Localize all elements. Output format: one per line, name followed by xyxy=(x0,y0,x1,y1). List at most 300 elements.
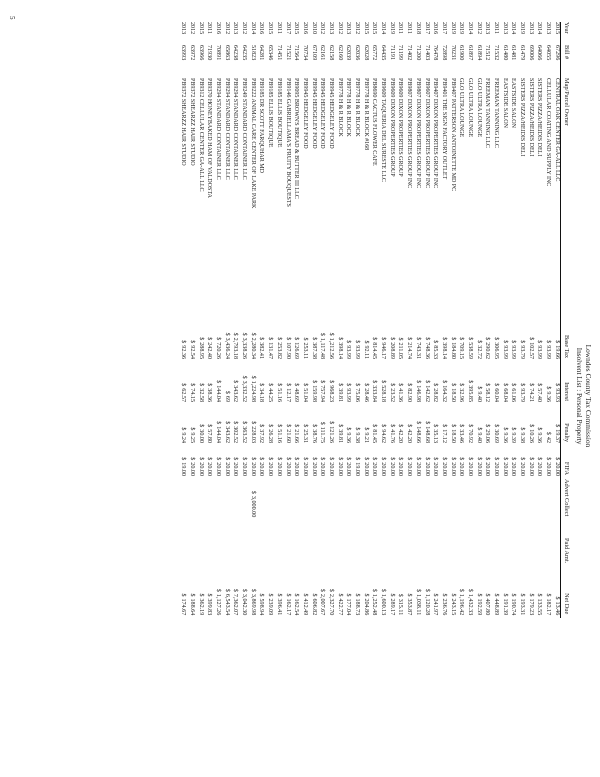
table-row xyxy=(491,22,500,618)
cell-net-due xyxy=(378,567,387,618)
cell-base-tax-value: 102.57 xyxy=(527,342,534,359)
dollar-sign: $ xyxy=(553,457,560,461)
dollar-sign: $ xyxy=(180,383,187,387)
dollar-sign: $ xyxy=(319,421,326,425)
cell-penalty xyxy=(387,405,396,446)
cell-paid-amt xyxy=(239,520,248,567)
dollar-sign: $ xyxy=(267,593,274,597)
cell-net-due xyxy=(230,567,239,618)
cell-paid-amt xyxy=(543,520,552,567)
cell-base-tax xyxy=(256,313,265,362)
dollar-sign: $ xyxy=(440,424,447,428)
cell-penalty-value: 26.28 xyxy=(267,429,274,443)
cell-base-tax-value: 126.69 xyxy=(293,342,300,359)
page-title xyxy=(574,296,592,496)
dollar-sign: $ xyxy=(345,593,352,597)
dollar-sign: $ xyxy=(180,457,187,461)
cell-bill-number: 64235 xyxy=(241,45,248,61)
cell-net-due xyxy=(326,567,335,618)
cell-base-tax xyxy=(500,313,509,362)
dollar-sign: $ xyxy=(249,588,256,592)
dollar-sign: $ xyxy=(501,383,508,387)
cell-fifa-value: 20.00 xyxy=(414,462,421,476)
dollar-sign: $ xyxy=(510,593,517,597)
cell-bill-number: 70231 xyxy=(449,45,456,61)
dollar-sign: $ xyxy=(327,457,334,461)
cell-penalty-value: 9.38 xyxy=(354,432,361,443)
cell-penalty-value: 94.62 xyxy=(380,429,387,443)
cell-advert-collect xyxy=(543,479,552,520)
cell-bill-number: 71200 xyxy=(414,45,421,61)
dollar-sign: $ xyxy=(336,457,343,461)
cell-net-due-value: 188.64 xyxy=(188,598,195,616)
dollar-sign: $ xyxy=(380,337,387,341)
dollar-sign: $ xyxy=(188,593,195,597)
cell-owner: PB9372 SHEARZZ HAIR STUDIO xyxy=(188,78,195,166)
cell-base-tax xyxy=(395,313,404,362)
cell-advert-collect xyxy=(230,479,239,520)
cell-penalty xyxy=(222,405,231,446)
table-row xyxy=(308,22,317,618)
cell-base-tax-value: 208.89 xyxy=(388,342,395,359)
cell-fifa xyxy=(326,446,335,479)
dollar-sign: $ xyxy=(484,337,491,341)
dollar-sign: $ xyxy=(362,427,369,431)
cell-owner: PB9312 CELLULAR CENTER GA-ALL LLC xyxy=(197,78,204,192)
cell-penalty xyxy=(326,405,335,446)
dollar-sign: $ xyxy=(388,337,395,341)
table-row xyxy=(361,22,370,618)
cell-base-tax-value: 214.74 xyxy=(406,342,413,359)
dollar-sign: $ xyxy=(197,337,204,341)
dollar-sign: $ xyxy=(475,593,482,597)
cell-penalty-value: 25.31 xyxy=(301,429,308,443)
dollar-sign: $ xyxy=(354,340,361,344)
cell-fifa-value: 20.00 xyxy=(284,462,291,476)
dollar-sign: $ xyxy=(432,424,439,428)
cell-fifa xyxy=(395,446,404,479)
cell-penalty xyxy=(343,405,352,446)
table-row xyxy=(291,22,300,618)
cell-net-due xyxy=(395,567,404,618)
cell-interest-value: 28.46 xyxy=(362,388,369,402)
dollar-sign: $ xyxy=(475,340,482,344)
dollar-sign: $ xyxy=(536,340,543,344)
dollar-sign: $ xyxy=(545,386,552,390)
dollar-sign: $ xyxy=(319,332,326,336)
dollar-sign: $ xyxy=(466,337,473,341)
cell-interest xyxy=(421,362,430,405)
dollar-sign: $ xyxy=(510,457,517,461)
cell-base-tax xyxy=(526,313,535,362)
cell-net-due-value: 236.76 xyxy=(440,598,447,616)
cell-year: 2012 xyxy=(319,22,326,35)
cell-paid-amt xyxy=(421,520,430,567)
dollar-sign: $ xyxy=(527,383,534,387)
dollar-sign: $ xyxy=(553,424,560,428)
cell-net-due-value: 162.54 xyxy=(293,598,300,616)
dollar-sign: $ xyxy=(493,337,500,341)
cell-fifa xyxy=(387,446,396,479)
cell-penalty-value: 9.36 xyxy=(345,432,352,443)
dollar-sign: $ xyxy=(510,383,517,387)
cell-net-due xyxy=(534,567,543,618)
cell-year: 2012 xyxy=(223,22,230,35)
dollar-sign: $ xyxy=(206,383,213,387)
col-interest: Interest xyxy=(561,362,570,405)
cell-penalty xyxy=(465,405,474,446)
cell-interest-value: 23.52 xyxy=(388,388,395,402)
cell-owner: PB9185 ELLIS BOUTIQUE xyxy=(267,78,274,148)
cell-year: 2013 xyxy=(484,22,491,35)
cell-year: 2014 xyxy=(380,22,387,35)
dollar-sign: $ xyxy=(493,424,500,428)
cell-advert-collect xyxy=(274,479,283,520)
cell-interest-value: 18.50 xyxy=(449,388,456,402)
dollar-sign: $ xyxy=(267,424,274,428)
dollar-sign: $ xyxy=(188,427,195,431)
dollar-sign: $ xyxy=(501,340,508,344)
cell-bill-number: 72898 xyxy=(440,45,447,61)
cell-advert-collect xyxy=(222,479,231,520)
cell-fifa xyxy=(456,446,465,479)
cell-paid-amt xyxy=(413,520,422,567)
cell-owner: GLO ULTRA LOUNGE xyxy=(458,78,465,138)
cell-fifa xyxy=(552,446,561,479)
dollar-sign: $ xyxy=(301,383,308,387)
cell-base-tax xyxy=(465,313,474,362)
cell-fifa-value: 20.00 xyxy=(388,462,395,476)
cell-fifa xyxy=(508,446,517,479)
cell-paid-amt xyxy=(482,520,491,567)
cell-fifa-value: 20.00 xyxy=(458,462,465,476)
cell-base-tax xyxy=(335,313,344,362)
cell-fifa-value: 19.00 xyxy=(180,462,187,476)
cell-net-due-value: 399.83 xyxy=(206,598,213,616)
cell-advert-collect xyxy=(482,479,491,520)
dollar-sign: $ xyxy=(232,421,239,425)
table-row xyxy=(274,22,283,618)
dollar-sign: $ xyxy=(440,593,447,597)
cell-fifa xyxy=(282,446,291,479)
cell-bill-number: 67109 xyxy=(310,45,317,61)
cell-owner: FREEMAN TANNING LLC xyxy=(484,78,491,148)
cell-advert-collect xyxy=(300,479,309,520)
cell-owner: GLO ULTRA LOUNGE xyxy=(475,78,482,138)
cell-year: 2012 xyxy=(188,22,195,35)
cell-interest-value: 1,224.98 xyxy=(249,380,256,402)
cell-net-due xyxy=(308,567,317,618)
cell-fifa-value: 19.00 xyxy=(354,462,361,476)
cell-penalty xyxy=(196,405,205,446)
dollar-sign: $ xyxy=(197,424,204,428)
cell-interest xyxy=(500,362,509,405)
cell-interest-value: 164.32 xyxy=(440,385,447,402)
dollar-sign: $ xyxy=(553,383,560,387)
dollar-sign: $ xyxy=(475,386,482,390)
dollar-sign: $ xyxy=(388,383,395,387)
dollar-sign: $ xyxy=(458,337,465,341)
cell-interest-value: 60.04 xyxy=(493,388,500,402)
cell-net-due xyxy=(256,567,265,618)
dollar-sign: $ xyxy=(484,383,491,387)
cell-advert-collect xyxy=(421,479,430,520)
dollar-sign: $ xyxy=(275,337,282,341)
cell-net-due xyxy=(500,567,509,618)
cell-interest xyxy=(456,362,465,405)
cell-owner: PB9609 DIXON PROPERTIES GROUP xyxy=(388,78,395,177)
cell-interest-value: 51.16 xyxy=(275,388,282,402)
dollar-sign: $ xyxy=(519,340,526,344)
cell-interest-value: 74.21 xyxy=(527,388,534,402)
dollar-sign: $ xyxy=(519,383,526,387)
cell-fifa xyxy=(343,446,352,479)
cell-base-tax xyxy=(413,313,422,362)
cell-penalty xyxy=(282,405,291,446)
cell-net-due-value: 239.09 xyxy=(267,598,274,616)
dollar-sign: $ xyxy=(388,424,395,428)
dollar-sign: $ xyxy=(206,593,213,597)
cell-base-tax xyxy=(352,313,361,362)
table-row xyxy=(369,22,378,618)
cell-net-due-value: 192.59 xyxy=(475,598,482,616)
cell-interest-value: 28.82 xyxy=(432,388,439,402)
cell-penalty-value: 41.76 xyxy=(388,429,395,443)
cell-net-due-value: 133.55 xyxy=(536,598,543,616)
dollar-sign: $ xyxy=(414,380,421,384)
cell-base-tax-value: 19.66 xyxy=(553,345,560,359)
dollar-sign: $ xyxy=(354,427,361,431)
cell-net-due xyxy=(387,567,396,618)
cell-paid-amt xyxy=(387,520,396,567)
cell-base-tax-value: 709.15 xyxy=(458,342,465,359)
cell-owner: PB9609 DIXON PROPERTIES GROUP xyxy=(397,78,404,177)
cell-paid-amt xyxy=(196,520,205,567)
cell-interest xyxy=(335,362,344,405)
dollar-sign: $ xyxy=(440,380,447,384)
cell-advert-collect xyxy=(178,479,187,520)
cell-year: 2019 xyxy=(458,22,465,35)
cell-interest xyxy=(317,362,326,405)
cell-year: 2013 xyxy=(545,22,552,35)
table-row xyxy=(552,22,561,618)
cell-bill-number: 64055 xyxy=(545,45,552,61)
cell-bill-number: 71564 xyxy=(293,45,300,61)
cell-base-tax-value: 211.05 xyxy=(397,342,404,359)
cell-penalty xyxy=(404,405,413,446)
cell-owner: PB9249 STANDARD CONTAINER LLC xyxy=(241,78,248,180)
cell-bill-number: 69006 xyxy=(527,45,534,61)
cell-penalty xyxy=(378,405,387,446)
title-line-1: Lowndes County Tax Commission xyxy=(584,344,592,448)
cell-year: 2016 xyxy=(258,22,265,35)
cell-paid-amt xyxy=(378,520,387,567)
cell-penalty xyxy=(474,405,483,446)
dollar-sign: $ xyxy=(380,588,387,592)
dollar-sign: $ xyxy=(414,457,421,461)
cell-year: 2015 xyxy=(197,22,204,35)
cell-penalty xyxy=(187,405,196,446)
cell-net-due-value: 6,543.54 xyxy=(223,593,230,616)
cell-year: 2014 xyxy=(249,22,256,35)
cell-year: 2016 xyxy=(432,22,439,35)
cell-paid-amt xyxy=(447,520,456,567)
cell-paid-amt xyxy=(213,520,222,567)
cell-advert-collect xyxy=(534,479,543,520)
cell-base-tax xyxy=(204,313,213,362)
cell-advert-collect xyxy=(430,479,439,520)
cell-bill-number: 71512 xyxy=(484,45,491,61)
cell-bill-number: 61894 xyxy=(475,45,482,61)
cell-interest xyxy=(256,362,265,405)
cell-penalty-value: 17.12 xyxy=(440,429,447,443)
cell-advert-collect xyxy=(474,479,483,520)
cell-paid-amt xyxy=(187,520,196,567)
cell-advert-collect xyxy=(256,479,265,520)
cell-advert-collect xyxy=(387,479,396,520)
cell-paid-amt xyxy=(552,520,561,567)
dollar-sign: $ xyxy=(310,380,317,384)
cell-interest-value: 144.04 xyxy=(215,385,222,402)
cell-year: 2012 xyxy=(336,22,343,35)
cell-net-due-value: 193.31 xyxy=(519,598,526,616)
dollar-sign: $ xyxy=(215,588,222,592)
cell-advert-collect xyxy=(378,479,387,520)
cell-interest-value: 61.06 xyxy=(510,388,517,402)
dollar-sign: $ xyxy=(527,593,534,597)
dollar-sign: $ xyxy=(223,332,230,336)
cell-base-tax xyxy=(178,313,187,362)
insolvent-list-table xyxy=(178,22,570,618)
cell-fifa-value: 20.00 xyxy=(206,462,213,476)
dollar-sign: $ xyxy=(458,457,465,461)
cell-owner: PB9294 STANDARD CONTAINER LLC xyxy=(232,78,239,180)
table-row xyxy=(282,22,291,618)
cell-base-tax xyxy=(369,313,378,362)
cell-net-due xyxy=(361,567,370,618)
dollar-sign: $ xyxy=(327,332,334,336)
cell-net-due xyxy=(491,567,500,618)
dollar-sign: $ xyxy=(241,332,248,336)
cell-base-tax xyxy=(239,313,248,362)
dollar-sign: $ xyxy=(397,457,404,461)
cell-bill-number: 62039 xyxy=(345,45,352,61)
cell-base-tax xyxy=(291,313,300,362)
cell-net-due-value: 7,362.07 xyxy=(232,593,239,616)
cell-penalty-value: 30.00 xyxy=(197,429,204,443)
cell-owner: PB9146 GABRIELLAMA'S FRUITY BOUQUESTS xyxy=(284,78,291,207)
col-paid-amt: Paid Amt. xyxy=(561,520,570,567)
cell-net-due-value: 190.74 xyxy=(510,598,517,616)
cell-base-tax-value: 748.36 xyxy=(423,342,430,359)
cell-base-tax-value: 2,793.18 xyxy=(232,337,239,359)
dollar-sign: $ xyxy=(484,424,491,428)
cell-net-due xyxy=(196,567,205,618)
cell-owner: PB9294 STANDARD CONTAINER LLC xyxy=(223,78,230,180)
cell-penalty-value: 10.26 xyxy=(527,429,534,443)
cell-owner: SISTERS PIZZA/HEIDIS DELI xyxy=(536,78,543,157)
dollar-sign: $ xyxy=(310,457,317,461)
cell-net-due xyxy=(508,567,517,618)
dollar-sign: $ xyxy=(553,340,560,344)
cell-net-due-value: 2,327.70 xyxy=(327,593,334,616)
dollar-sign: $ xyxy=(249,375,256,379)
cell-net-due-value: 3,869.98 xyxy=(249,593,256,616)
cell-interest-value: 68.04 xyxy=(501,388,508,402)
dollar-sign: $ xyxy=(362,457,369,461)
cell-bill-number: 63972 xyxy=(188,45,195,61)
dollar-sign: $ xyxy=(371,457,378,461)
cell-penalty xyxy=(413,405,422,446)
dollar-sign: $ xyxy=(388,457,395,461)
dollar-sign: $ xyxy=(336,424,343,428)
cell-base-tax-value: 538.59 xyxy=(466,342,473,359)
cell-fifa-value: 20.00 xyxy=(440,462,447,476)
cell-interest xyxy=(291,362,300,405)
cell-paid-amt xyxy=(291,520,300,567)
cell-net-due xyxy=(543,567,552,618)
dollar-sign: $ xyxy=(553,596,560,600)
cell-net-due-value: 606.82 xyxy=(310,598,317,616)
cell-year: 2015 xyxy=(553,22,560,35)
dollar-sign: $ xyxy=(466,457,473,461)
cell-net-due xyxy=(178,567,187,618)
dollar-sign: $ xyxy=(215,380,222,384)
cell-penalty xyxy=(335,405,344,446)
dollar-sign: $ xyxy=(327,588,334,592)
cell-base-tax-value: 253.82 xyxy=(275,342,282,359)
cell-fifa xyxy=(430,446,439,479)
dollar-sign: $ xyxy=(336,383,343,387)
cell-year: 2013 xyxy=(527,22,534,35)
cell-interest-value: 333.84 xyxy=(371,385,378,402)
cell-fifa-value: 20.00 xyxy=(249,462,256,476)
cell-interest-value: 757.94 xyxy=(319,385,326,402)
cell-interest xyxy=(404,362,413,405)
cell-penalty xyxy=(552,405,561,446)
cell-base-tax-value: 398.14 xyxy=(336,342,343,359)
cell-advert-collect xyxy=(552,479,561,520)
cell-base-tax xyxy=(404,313,413,362)
table-header xyxy=(561,22,570,618)
cell-fifa xyxy=(335,446,344,479)
dollar-sign: $ xyxy=(527,424,534,428)
dollar-sign: $ xyxy=(493,383,500,387)
cell-owner: PB9778 H & R BLOCK xyxy=(345,78,352,137)
cell-owner: PB8690 CACTUS FLOWER CAFE xyxy=(371,78,378,166)
dollar-sign: $ xyxy=(180,427,187,431)
cell-advert-collect xyxy=(369,479,378,520)
table-row xyxy=(352,22,361,618)
table-row xyxy=(378,22,387,618)
cell-base-tax-value: 93.99 xyxy=(545,345,552,359)
cell-advert-collect xyxy=(508,479,517,520)
dollar-sign: $ xyxy=(327,380,334,384)
cell-base-tax xyxy=(378,313,387,362)
cell-advert-collect xyxy=(465,479,474,520)
cell-interest xyxy=(204,362,213,405)
dollar-sign: $ xyxy=(397,337,404,341)
cell-interest-value: 968.23 xyxy=(327,385,334,402)
cell-bill-number: 71199 xyxy=(397,45,404,61)
table-row xyxy=(239,22,248,618)
cell-base-tax xyxy=(308,313,317,362)
cell-fifa xyxy=(178,446,187,479)
table-row xyxy=(213,22,222,618)
cell-fifa xyxy=(421,446,430,479)
cell-base-tax-value: 93.99 xyxy=(501,345,508,359)
dollar-sign: $ xyxy=(241,457,248,461)
